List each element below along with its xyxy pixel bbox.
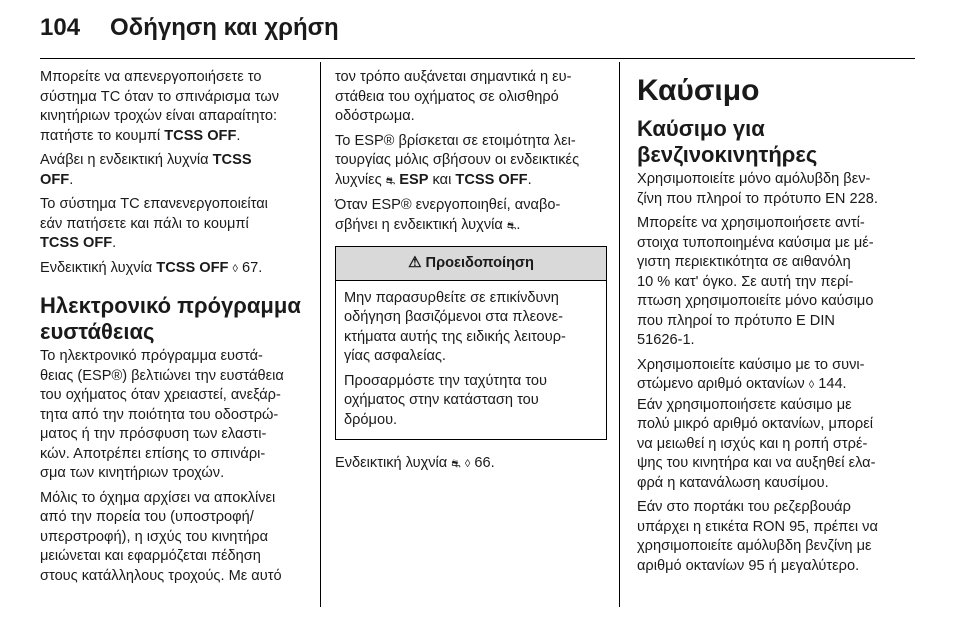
text-line: ζίνη που πληροί το πρότυπο EN 228. bbox=[637, 190, 878, 207]
text-line: 10 % κατ' όγκο. Σε αυτή την περί- bbox=[637, 273, 854, 290]
heading-line: Καύσιμο για bbox=[637, 116, 765, 141]
ron95-paragraph bbox=[637, 498, 912, 576]
tcss-label: TCSS bbox=[212, 152, 252, 168]
text-line: τουργίας μόλις σβήσουν οι ενδεικτικές bbox=[335, 152, 580, 168]
esp-ready-paragraph bbox=[335, 132, 607, 192]
text-line bbox=[40, 234, 308, 254]
warning-body bbox=[336, 281, 606, 440]
text-line: οδόστρωμα. bbox=[335, 108, 415, 124]
text-line: τητα από την ποιότητα του οδοστρώ- bbox=[40, 406, 279, 423]
text-line: Μπορείτε να χρησιμοποιήσετε αντί- bbox=[637, 215, 865, 231]
esp-warning-light-icon: ⛐ bbox=[451, 458, 461, 470]
page-reference-link[interactable]: 67. bbox=[237, 259, 263, 276]
text-line bbox=[40, 259, 308, 280]
text-fragment: σβήνει η ενδεικτική λυχνία bbox=[335, 216, 507, 233]
column-1 bbox=[40, 68, 308, 591]
page-reference-icon: ◊ bbox=[232, 262, 238, 275]
warning-paragraph bbox=[344, 372, 598, 431]
header-divider bbox=[40, 58, 915, 59]
text-fragment: Ενδεικτική λυχνία bbox=[335, 455, 452, 471]
column-divider-1 bbox=[320, 62, 321, 607]
text-line: σύστημα TC όταν το σπινάρισμα των bbox=[40, 88, 280, 105]
esp-section-heading bbox=[40, 293, 308, 345]
text-line: δρόμου. bbox=[344, 411, 398, 428]
column-2 bbox=[335, 68, 607, 480]
text-line: θειας (ESP®) βελτιώνει την ευστάθεια bbox=[40, 367, 284, 384]
text-line: αριθμό οκτανίων 95 ή μεγαλύτερο. bbox=[637, 557, 860, 574]
esp-label: ESP bbox=[395, 171, 429, 188]
column-divider-2 bbox=[619, 62, 620, 607]
indicator-reference-paragraph bbox=[40, 259, 308, 280]
page-reference-link[interactable]: 144. bbox=[814, 376, 847, 392]
text-fragment: . bbox=[527, 171, 532, 188]
text-line bbox=[335, 454, 607, 475]
esp-operation-paragraph bbox=[40, 489, 308, 587]
text-line: πτωση χρησιμοποιείτε μόνο καύσιμο bbox=[637, 293, 874, 309]
tcss-off-label: TCSS OFF bbox=[455, 171, 528, 188]
text-line: χρησιμοποιείτε αμόλυβδη βενζίνη με bbox=[637, 538, 872, 554]
page-number: 104 bbox=[40, 14, 81, 41]
esp-intro-paragraph bbox=[40, 347, 308, 484]
indicator-reference-paragraph bbox=[335, 454, 607, 475]
text-line: κτήματα αυτής της ειδικής λειτουρ- bbox=[344, 328, 566, 345]
text-line: Το ESP® βρίσκεται σε ετοιμότητα λει- bbox=[335, 132, 576, 149]
text-fragment: . bbox=[69, 171, 74, 188]
petrol-subsection-heading bbox=[637, 116, 912, 168]
tc-off-paragraph bbox=[40, 68, 308, 146]
text-line: που πληροί το πρότυπο E DIN bbox=[637, 312, 835, 329]
text-line: κινητήριων τροχών είναι απαραίτητο: bbox=[40, 108, 278, 124]
text-line: στους κατάλληλους τροχούς. Με αυτό bbox=[40, 567, 282, 584]
tc-reactivate-paragraph bbox=[40, 195, 308, 254]
esp-active-paragraph bbox=[335, 196, 607, 236]
page-reference-icon: ◊ bbox=[808, 379, 815, 391]
text-line: γίας ασφαλείας. bbox=[344, 348, 446, 364]
text-line: του οχήματος όταν χρειαστεί, ανεξάρ- bbox=[40, 387, 281, 403]
text-line: Μην παρασυρθείτε σε επικίνδυνη bbox=[344, 289, 559, 306]
text-line: Χρησιμοποιείτε καύσιμο με το συνι- bbox=[637, 356, 865, 373]
esp-warning-light-icon: ⛐ bbox=[385, 174, 396, 187]
esp-warning-light-icon: ⛐ bbox=[506, 219, 517, 232]
ethanol-paragraph bbox=[637, 214, 912, 351]
warning-triangle-icon: ⚠ bbox=[408, 254, 422, 271]
text-line: Το ηλεκτρονικό πρόγραμμα ευστά- bbox=[40, 348, 263, 364]
text-fragment: Ενδεικτική λυχνία bbox=[40, 259, 157, 276]
tcss-off-label: TCSS OFF bbox=[40, 235, 113, 251]
text-line: τον τρόπο αυξάνεται σημαντικά η ευ- bbox=[335, 69, 572, 85]
page-reference-link[interactable]: 66. bbox=[470, 455, 495, 471]
warning-title-bar bbox=[336, 247, 606, 281]
text-line: 51626-1. bbox=[637, 332, 695, 348]
text-fragment: . bbox=[112, 235, 117, 251]
text-line: Προσαρμόστε την ταχύτητα του bbox=[344, 372, 548, 389]
text-fragment: . bbox=[236, 127, 241, 144]
text-line bbox=[40, 171, 308, 191]
octane-paragraph bbox=[637, 356, 912, 494]
tcss-off-label: TCSS OFF bbox=[156, 259, 229, 276]
indicator-on-paragraph bbox=[40, 151, 308, 190]
column-3 bbox=[637, 68, 912, 581]
text-line: στάθεια του οχήματος σε ολισθηρό bbox=[335, 88, 559, 105]
text-line bbox=[637, 375, 912, 396]
text-line: ματος ή την πρόσφυση των ελαστι- bbox=[40, 426, 267, 442]
text-line: Χρησιμοποιείτε μόνο αμόλυβδη βεν- bbox=[637, 171, 871, 187]
tcss-off-label: TCSS OFF bbox=[164, 127, 237, 144]
text-fragment: . bbox=[516, 216, 521, 233]
text-fragment: Ανάβει η ενδεικτική λυχνία bbox=[40, 152, 213, 168]
text-line bbox=[40, 151, 308, 171]
text-fragment: λυχνίες bbox=[335, 171, 386, 188]
fuel-section-title: Καύσιμο bbox=[637, 74, 760, 107]
text-line: από την πορεία του (υποστροφή/ bbox=[40, 509, 254, 525]
text-line: φρά η κατανάλωση καυσίμου. bbox=[637, 474, 829, 491]
text-line bbox=[335, 171, 607, 192]
text-line: κών. Αποτρέπει επίσης το σπινάρι- bbox=[40, 445, 266, 462]
text-line: σμα των κινητήριων τροχών. bbox=[40, 465, 225, 481]
heading-line: Ηλεκτρονικό πρόγραμμα bbox=[40, 293, 301, 318]
text-line bbox=[335, 216, 607, 237]
warning-paragraph bbox=[344, 289, 598, 367]
text-line: πολύ μικρό αριθμό οκτανίων, μπορεί bbox=[637, 416, 873, 432]
text-line: υπάρχει η ετικέτα RON 95, πρέπει να bbox=[637, 518, 878, 535]
heading-line: βενζινοκινητήρες bbox=[637, 142, 818, 167]
text-line: μειώνεται και εφαρμόζεται πέδηση bbox=[40, 548, 261, 564]
text-line: Εάν στο πορτάκι του ρεζερβουάρ bbox=[637, 499, 851, 515]
text-line: υπερστροφή), η ισχύς του κινητήρα bbox=[40, 528, 269, 545]
text-line: Εάν χρησιμοποιήσετε καύσιμο με bbox=[637, 396, 852, 413]
text-line: Το σύστημα TC επανενεργοποιείται bbox=[40, 196, 268, 212]
text-line: να μειωθεί η ισχύς και η ροπή στρέ- bbox=[637, 435, 868, 452]
text-line: οδήγηση βασιζόμενοι στα πλεονε- bbox=[344, 309, 563, 325]
page-title: Οδήγηση και χρήση bbox=[110, 14, 339, 41]
text-line: Μπορείτε να απενεργοποιήσετε το bbox=[40, 69, 262, 85]
page-reference-icon: ◊ bbox=[464, 458, 471, 470]
text-line: οχήματος στην κατάσταση του bbox=[344, 392, 539, 408]
text-line: στοιχα τυποποιημένα καύσιμα με μέ- bbox=[637, 234, 874, 251]
warning-box bbox=[335, 246, 607, 440]
text-line: Μόλις το όχημα αρχίσει να αποκλίνει bbox=[40, 489, 276, 506]
text-line: Όταν ESP® ενεργοποιηθεί, αναβο- bbox=[335, 197, 561, 213]
text-line: γιστη περιεκτικότητα σε αιθανόλη bbox=[637, 254, 851, 270]
warning-title: Προειδοποίηση bbox=[425, 255, 534, 271]
unleaded-paragraph bbox=[637, 170, 912, 209]
off-label: OFF bbox=[40, 171, 70, 188]
text-line: ψης του κινητήρα και να αυξηθεί ελα- bbox=[637, 455, 876, 471]
esp-continued-paragraph bbox=[335, 68, 607, 127]
text-fragment: και bbox=[428, 171, 456, 188]
text-fragment: στώμενο αριθμό οκτανίων bbox=[637, 376, 809, 392]
heading-line: ευστάθειας bbox=[40, 319, 155, 344]
text-line bbox=[40, 127, 308, 147]
text-fragment: πατήστε το κουμπί bbox=[40, 127, 165, 144]
text-line: εάν πατήσετε και πάλι το κουμπί bbox=[40, 215, 249, 232]
